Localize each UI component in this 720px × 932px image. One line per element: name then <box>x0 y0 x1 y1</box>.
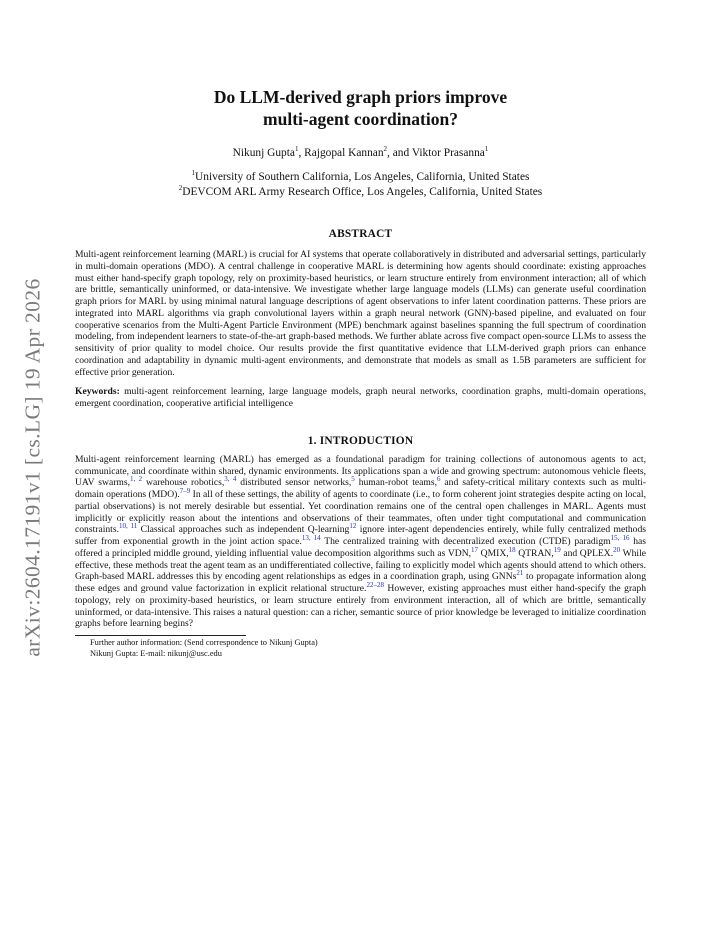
arxiv-id: arXiv:2604.17191v1 [cs.LG] 19 Apr 2026 <box>20 277 45 657</box>
intro-text-run: Classical approaches such as independent Q-learning <box>137 524 350 536</box>
abstract-heading: ABSTRACT <box>328 228 393 240</box>
affiliation-line <box>75 185 646 200</box>
citation-link[interactable]: 7–9 <box>179 486 191 495</box>
footnote-line: Nikunj Gupta: E-mail: nikunj@usc.edu <box>90 648 222 658</box>
introduction-body <box>75 454 646 630</box>
citation-link[interactable]: 17 <box>471 545 479 554</box>
affiliation-text: University of Southern California, Los Angeles, California, United States <box>195 171 530 183</box>
affiliations <box>75 170 646 200</box>
intro-text-run: QMIX, <box>478 547 509 559</box>
intro-text-run: has offered a principled middle ground, yielding influential value decomposition algorithms such as VDN, <box>75 536 647 559</box>
intro-text-run: QTRAN, <box>515 547 554 559</box>
citation-link[interactable]: 13, 14 <box>301 533 321 542</box>
citation-link[interactable]: 15, 16 <box>610 533 630 542</box>
intro-text-run: warehouse robotics, <box>142 477 225 489</box>
author-affil-mark: 1 <box>294 145 299 154</box>
author-name: Viktor Prasanna <box>411 147 485 159</box>
citation-link[interactable]: 6 <box>436 475 441 484</box>
paper-page <box>75 86 646 659</box>
affiliation-mark: 2 <box>178 184 183 193</box>
intro-text-run: In all of these settings, the ability of agents to coordinate (i.e., to form coherent joint strategies despite acting on local, partial observations) is not merely desirable but essential. Yet coordination remains one of the central open challenges in MARL. Agents must implicitly or explicitly reason about the intentions and observations of their teammates, often under tight computational and communication constraints. <box>75 489 646 536</box>
paper-title <box>75 86 646 130</box>
affiliation-mark: 1 <box>191 169 196 178</box>
intro-text-run: While effective, these methods treat the agent team as an undifferentiated collective, failing to explicitly model which agents should attend to which others. Graph-based MARL addresses this by encoding agent relationships as edges in a coordination graph, using GNNs <box>75 547 647 583</box>
title-line-2: multi-agent coordination? <box>263 109 458 129</box>
intro-text-run: and QPLEX. <box>560 547 614 559</box>
author-name: Nikunj Gupta <box>232 147 295 159</box>
intro-text-run: ignore inter-agent dependencies entirely, while fully centralized methods suffer from exponential growth in the joint action space. <box>75 524 647 547</box>
intro-text-run: distributed sensor networks, <box>236 477 352 489</box>
intro-text-run: The centralized training with decentralized execution (CTDE) paradigm <box>320 536 611 547</box>
affiliation-line <box>75 170 646 185</box>
citation-link[interactable]: 22–28 <box>366 580 384 589</box>
keywords-text: multi-agent reinforcement learning, large language models, graph neural networks, coordination graphs, multi-domain operations, emergent coordination, cooperative artificial intelligence <box>75 386 646 409</box>
affiliation-text: DEVCOM ARL Army Research Office, Los Angeles, California, United States <box>182 186 543 198</box>
keywords <box>75 386 646 410</box>
arxiv-stamp <box>8 262 58 672</box>
footnote-rule <box>75 635 246 636</box>
author-affil-mark: 1 <box>484 145 489 154</box>
citation-link[interactable]: 12 <box>349 522 357 531</box>
title-line-1: Do LLM-derived graph priors improve <box>213 87 508 107</box>
citation-link[interactable]: 5 <box>351 475 355 484</box>
author-affil-mark: 2 <box>383 145 388 154</box>
section-heading-introduction: 1. INTRODUCTION <box>307 434 414 447</box>
footnote-line: Further author information: (Send correspondence to Nikunj Gupta) <box>90 638 318 647</box>
citation-link[interactable]: 19 <box>553 545 561 554</box>
intro-text-run: Multi-agent reinforcement learning (MARL) has emerged as a foundational paradigm for training collections of autonomous agents to act, communicate, and coordinate within shared, dynamic environments. Its applications span a wide and growing spectrum: autonomous vehicle fleets, UAV swarms, <box>75 453 646 489</box>
citation-link[interactable]: 1, 2 <box>130 475 143 484</box>
citation-link[interactable]: 21 <box>516 569 524 578</box>
intro-text-run: human-robot teams, <box>354 477 437 489</box>
citation-link[interactable]: 3, 4 <box>224 475 237 484</box>
keywords-label: Keywords: <box>75 386 120 398</box>
author-separator: , and <box>387 147 412 159</box>
citation-link[interactable]: 20 <box>613 545 621 554</box>
intro-text-run: and safety-critical military contexts such as multi-domain operations (MDO). <box>75 477 647 500</box>
intro-text-run: However, existing approaches must either hand-specify the graph topology, rely on proximity-based heuristics, or learn structure entirely from environment interaction, all of which are brittle, semantically uninformed, or data-intensive. This raises a natural question: can a richer, semantic source of prior knowledge be leveraged to initialize coordination graphs before learning begins? <box>75 583 646 630</box>
citation-link[interactable]: 18 <box>508 545 516 554</box>
author-list <box>75 146 646 160</box>
author-separator: , <box>298 147 305 159</box>
abstract-body: Multi-agent reinforcement learning (MARL) is crucial for AI systems that operate collaboratively in distributed and adversarial settings, particularly in multi-domain operations (MDO). A central challenge in cooperative MARL is determining how agents should coordinate: existing approaches must either hand-specify graph topology, rely on proximity-based heuristics, or learn structure entirely from environment interaction; all of which are brittle, semantically uninformed, or data-intensive. We investigate whether large language models (LLMs) can generate useful coordination graph priors for MARL by using minimal natural language descriptions of agent observations to infer latent coordination patterns. These priors are integrated into MARL algorithms via graph convolutional layers within a graph neural network (GNN)-based pipeline, and evaluated on four cooperative scenarios from the Multi-Agent Particle Environment (MPE) benchmark against baselines spanning the full spectrum of coordination modeling, from independent learners to state-of-the-art graph-based methods. We further ablate across five compact open-source LLMs to assess the sensitivity of prior quality to model choice. Our results provide the first quantitative evidence that LLM-derived graph priors can enhance coordination and adaptability in dynamic multi-agent environments, and demonstrate that models as small as 1.5B parameters are sufficient for effective prior generation. <box>75 249 646 378</box>
author-name: Rajgopal Kannan <box>304 147 384 159</box>
intro-text-run: to propagate information along these edges and ground value factorization in explicit relational structure. <box>75 571 646 594</box>
citation-link[interactable]: 10, 11 <box>118 522 138 531</box>
